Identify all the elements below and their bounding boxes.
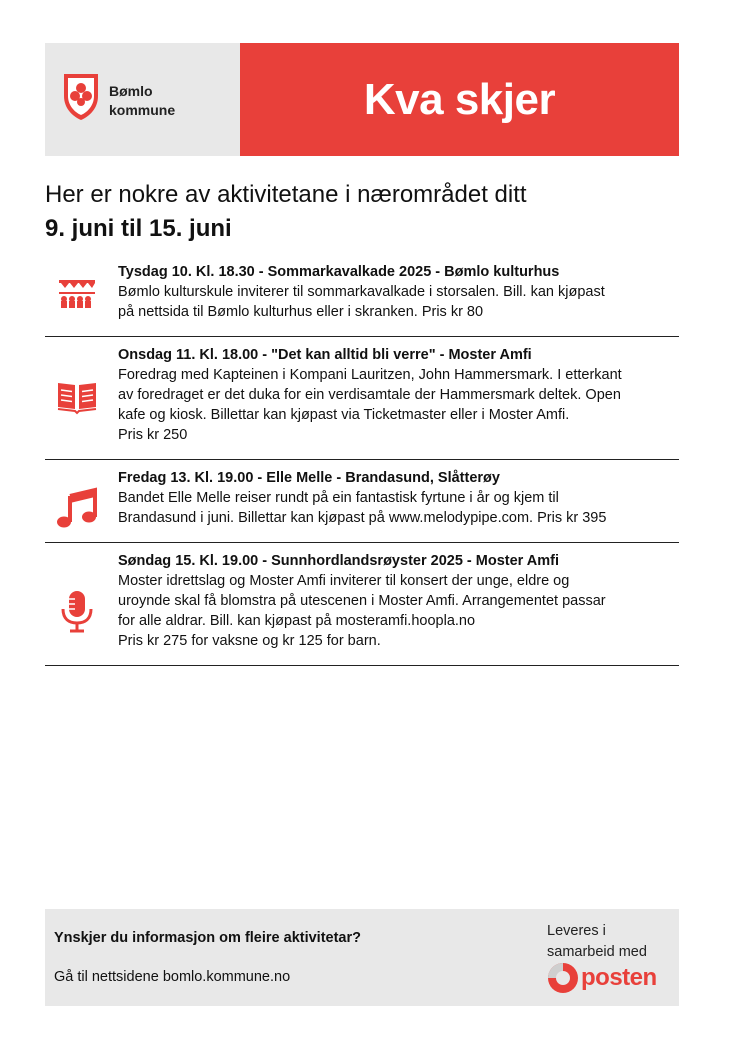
book-icon [55, 373, 99, 417]
event-list [45, 258, 679, 666]
posten-logo[interactable] [547, 962, 657, 994]
event-line: av foredraget er det duka for ein verdisamtale der Hammersmark deltek. Open [118, 387, 621, 403]
coat-of-arms-icon [62, 72, 100, 122]
event-description [118, 282, 679, 322]
event-line: Brandasund i juni. Billettar kan kjøpast på www.melodypipe.com. Pris kr 395 [118, 510, 607, 526]
title-banner [240, 43, 679, 156]
event-line: Bømlo kulturskule inviterer til sommarkavalkade i storsalen. Bill. kan kjøpast [118, 284, 605, 300]
posten-symbol-icon [547, 962, 579, 994]
event-title: Tysdag 10. Kl. 18.30 - Sommarkavalkade 2025 - Bømlo kulturhus [118, 264, 560, 280]
event-line: uroynde skal få blomstra på utescenen i Moster Amfi. Arrangementet passar [118, 593, 606, 609]
event-line: Pris kr 250 [118, 427, 188, 443]
page-title: Kva skjer [363, 74, 556, 124]
event-line: for alle aldrar. Bill. kan kjøpast på mosteramfi.hoopla.no [118, 613, 476, 629]
date-range: 9. juni til 15. juni [45, 215, 232, 242]
intro-line: Her er nokre av aktivitetane i nærområdet ditt [45, 181, 527, 208]
partner-note [547, 921, 647, 963]
posten-wordmark: posten [581, 964, 657, 991]
event-line: Pris kr 275 for vaksne og kr 125 for barn. [118, 633, 381, 649]
logo-line-1: Bømlo [109, 83, 153, 99]
footer [45, 909, 679, 1006]
event-description [118, 365, 679, 445]
event-line: kafe og kiosk. Billettar kan kjøpast via Ticketmaster eller i Moster Amfi. [118, 407, 570, 423]
intro [45, 178, 679, 246]
partner-line-2: samarbeid med [547, 944, 647, 960]
municipality-logo[interactable] [45, 43, 240, 156]
event-title: Onsdag 11. Kl. 18.00 - "Det kan alltid bli verre" - Moster Amfi [118, 347, 532, 363]
event-item [45, 258, 679, 337]
event-line: Moster idrettslag og Moster Amfi inviterer til konsert der unge, eldre og [118, 573, 570, 589]
logo-line-2: kommune [109, 102, 176, 118]
event-title: Fredag 13. Kl. 19.00 - Elle Melle - Brandasund, Slåtterøy [118, 470, 500, 486]
partner-line-1: Leveres i [547, 923, 606, 939]
website-link[interactable]: Gå til nettsidene bomlo.kommune.no [54, 969, 291, 985]
microphone-icon [55, 589, 99, 633]
header [45, 43, 679, 156]
event-title: Søndag 15. Kl. 19.00 - Sunnhordlandsrøyster 2025 - Moster Amfi [118, 553, 560, 569]
event-item [45, 337, 679, 460]
event-description [118, 488, 679, 528]
event-item [45, 543, 679, 666]
footer-question: Ynskjer du informasjon om fleire aktivitetar? [54, 930, 361, 946]
logo-text [109, 82, 175, 120]
event-item [45, 460, 679, 543]
event-line: på nettsida til Bømlo kulturhus eller i skranken. Pris kr 80 [118, 304, 484, 320]
event-description [118, 571, 679, 651]
event-line: Bandet Elle Melle reiser rundt på ein fantastisk fyrtune i år og kjem til [118, 490, 559, 506]
music-note-icon [55, 486, 99, 530]
theater-icon [55, 272, 99, 316]
event-line: Foredrag med Kapteinen i Kompani Lauritzen, John Hammersmark. I etterkant [118, 367, 622, 383]
